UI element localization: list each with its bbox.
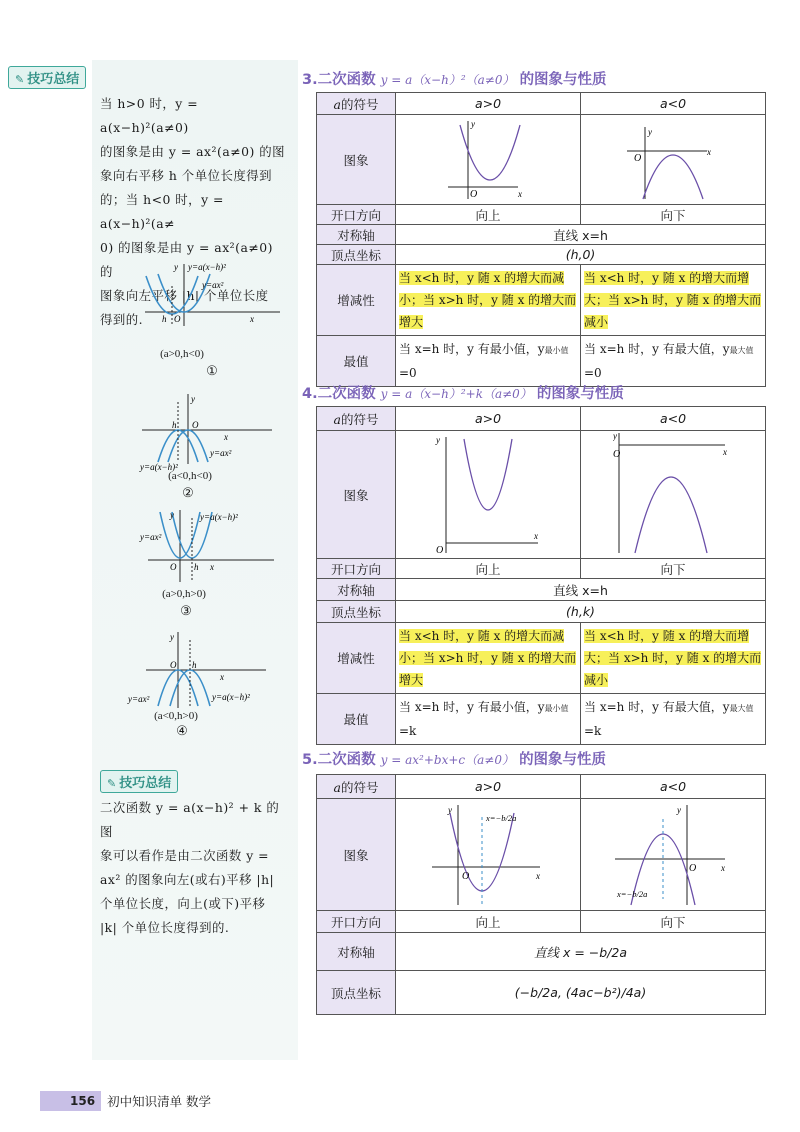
open-up: 向上 [396, 205, 581, 225]
label-origin: O [174, 314, 181, 324]
tip-badge-2: ✎ 技巧总结 [100, 770, 178, 793]
graph-caption-1: (a>0,h<0) [160, 348, 204, 360]
graph-caption-2: (a<0,h<0) [168, 470, 212, 482]
label-h: h [194, 562, 199, 572]
label-x: x [536, 871, 540, 881]
label-origin: O [170, 562, 177, 572]
graph-number-4: ④ [176, 724, 188, 739]
graph-number-1: ① [206, 364, 218, 379]
monotonic-up: 当 x<h 时，y 随 x 的增大而减小；当 x>h 时，y 随 x 的增大而增大 [396, 265, 581, 336]
section-3-table [316, 92, 766, 387]
graph-header: 图象 [317, 799, 396, 911]
book-title: 初中知识清单 数学 [107, 1094, 212, 1109]
graph-header: 图象 [317, 431, 396, 559]
label-ax2: y=ax² [210, 448, 232, 458]
extreme-min: 当 x=h 时，y 有最小值，y最小值=k [396, 694, 581, 745]
extreme-header: 最值 [317, 336, 396, 387]
col-a-positive: a>0 [396, 407, 581, 431]
tip-icon: ✎ [107, 777, 117, 790]
graph-number-3: ③ [180, 604, 192, 619]
label-origin: O [436, 545, 444, 555]
graph-up [396, 799, 581, 911]
graph-down [581, 799, 766, 911]
parabola-curve [464, 439, 512, 510]
page-number: 156 [40, 1091, 101, 1111]
page-footer [40, 1090, 211, 1112]
parabola-curve [643, 155, 703, 199]
graph-up [396, 115, 581, 205]
label-shifted: y=a(x−h)² [212, 692, 250, 702]
parabola-up-graph [428, 431, 548, 555]
axis-header: 对称轴 [317, 225, 396, 245]
label-y: y [648, 127, 652, 137]
shift-graph-3 [134, 508, 284, 588]
label-shifted: y=a(x−h)² [188, 262, 226, 272]
label-origin: O [613, 449, 621, 460]
label-axis: x=−b/2a [617, 889, 648, 899]
axis-value: 直线 x=h [396, 225, 766, 245]
open-header: 开口方向 [317, 559, 396, 579]
sign-header: a的符号 [317, 93, 396, 115]
sign-header: a的符号 [317, 407, 396, 431]
label-ax2: y=ax² [140, 532, 162, 542]
graph-up [396, 431, 581, 559]
tip-icon: ✎ [15, 73, 25, 86]
open-up: 向上 [396, 559, 581, 579]
label-h: h [162, 314, 167, 324]
monotonic-up: 当 x<h 时，y 随 x 的增大而减小；当 x>h 时，y 随 x 的增大而增大 [396, 623, 581, 694]
open-down: 向下 [581, 911, 766, 933]
vertex-header: 顶点坐标 [317, 971, 396, 1015]
label-y: y [191, 394, 195, 404]
label-x: x [534, 531, 538, 541]
label-x: x [707, 147, 711, 157]
label-shifted: y=a(x−h)² [140, 462, 178, 472]
vertex-value: (−b/2a, (4ac−b²)/4a) [396, 971, 766, 1015]
vertex-header: 顶点坐标 [317, 245, 396, 265]
label-origin: O [170, 660, 177, 670]
label-x: x [723, 447, 727, 457]
parabola-up-graph [438, 115, 538, 201]
monotonic-header: 增减性 [317, 623, 396, 694]
label-y: y [471, 119, 475, 129]
label-y: y [448, 805, 452, 815]
vertex-value: (h,k) [396, 601, 766, 623]
section-5-title: 5.二次函数 y = ax²+bx+c（a≠0） 的图象与性质 [302, 752, 607, 768]
graph-down [581, 431, 766, 559]
label-shifted: y=a(x−h)² [200, 512, 238, 522]
label-x: x [721, 863, 725, 873]
extreme-max: 当 x=h 时，y 有最大值，y最大值=0 [581, 336, 766, 387]
label-axis: x=−b/2a [486, 813, 517, 823]
axis-header: 对称轴 [317, 579, 396, 601]
shift-graph-4 [126, 630, 276, 712]
label-y: y [170, 510, 174, 520]
parabola-down-graph [613, 431, 733, 555]
graph-caption-3: (a>0,h>0) [162, 588, 206, 600]
label-origin: O [470, 189, 478, 200]
shift-graph-2 [132, 392, 282, 472]
tip-badge-1: ✎ 技巧总结 [8, 66, 86, 89]
shift-graph-1 [140, 256, 290, 328]
label-h: h [172, 420, 177, 430]
label-origin: O [689, 863, 697, 874]
axis-value: 直线 x = −b/2a [396, 933, 766, 971]
section-3-title: 3.二次函数 y = a（x−h）²（a≠0） 的图象与性质 [302, 72, 607, 88]
label-origin: O [192, 420, 199, 430]
label-x: x [250, 314, 254, 324]
open-up: 向上 [396, 911, 581, 933]
monotonic-down: 当 x<h 时，y 随 x 的增大而增大；当 x>h 时，y 随 x 的增大而减小 [581, 265, 766, 336]
label-x: x [220, 672, 224, 682]
vertex-value: (h,0) [396, 245, 766, 265]
label-y: y [174, 262, 178, 272]
open-header: 开口方向 [317, 911, 396, 933]
parabola-down-graph [613, 799, 733, 907]
tip-text-1: 当 h>0 时，y = a(x−h)²(a≠0) 的图象是由 y = ax²(a≠0) 的图 象向右平移 h 个单位长度得到 的；当 h<0 时，y = a(x−h)²(a≠ 0) 的图象是由 y = ax²(a≠0) 的 图象向左平移 |h| 个单位长度 得到的. [100, 96, 286, 327]
label-y: y [613, 431, 617, 441]
section-5-table [316, 774, 766, 1015]
graph-number-2: ② [182, 486, 194, 501]
label-y: y [436, 435, 440, 445]
extreme-max: 当 x=h 时，y 有最大值，y最大值=k [581, 694, 766, 745]
axis-header: 对称轴 [317, 933, 396, 971]
parabola-curve [460, 125, 520, 180]
col-a-positive: a>0 [396, 93, 581, 115]
graph-caption-4: (a<0,h>0) [154, 710, 198, 722]
label-x: x [518, 189, 522, 199]
sign-header: a的符号 [317, 775, 396, 799]
label-origin: O [634, 153, 642, 164]
label-origin: O [462, 871, 470, 882]
label-x: x [210, 562, 214, 572]
monotonic-down: 当 x<h 时，y 随 x 的增大而增大；当 x>h 时，y 随 x 的增大而减小 [581, 623, 766, 694]
label-y: y [170, 632, 174, 642]
section-4-table [316, 406, 766, 745]
parabola-up-graph [428, 799, 548, 907]
open-header: 开口方向 [317, 205, 396, 225]
label-y: y [677, 805, 681, 815]
monotonic-header: 增减性 [317, 265, 396, 336]
open-down: 向下 [581, 205, 766, 225]
col-a-negative: a<0 [581, 775, 766, 799]
graph-header: 图象 [317, 115, 396, 205]
label-ax2: y=ax² [128, 694, 150, 704]
label-h: h [192, 660, 197, 670]
extreme-min: 当 x=h 时，y 有最小值，y最小值=0 [396, 336, 581, 387]
label-x: x [224, 432, 228, 442]
parabola-curve [635, 477, 707, 553]
col-a-positive: a>0 [396, 775, 581, 799]
col-a-negative: a<0 [581, 93, 766, 115]
tip-text-2: 二次函数 y = a(x−h)² + k 的图 象可以看作是由二次函数 y = ax² 的图象向左(或右)平移 |h| 个单位长度，向上(或下)平移 |k| 个单位长度得到的. [100, 800, 280, 935]
section-4-title: 4.二次函数 y = a（x−h）²+k（a≠0） 的图象与性质 [302, 386, 624, 402]
col-a-negative: a<0 [581, 407, 766, 431]
open-down: 向下 [581, 559, 766, 579]
axis-value: 直线 x=h [396, 579, 766, 601]
graph-down [581, 115, 766, 205]
extreme-header: 最值 [317, 694, 396, 745]
vertex-header: 顶点坐标 [317, 601, 396, 623]
parabola-down-graph [623, 115, 723, 201]
label-ax2: y=ax² [202, 280, 224, 290]
